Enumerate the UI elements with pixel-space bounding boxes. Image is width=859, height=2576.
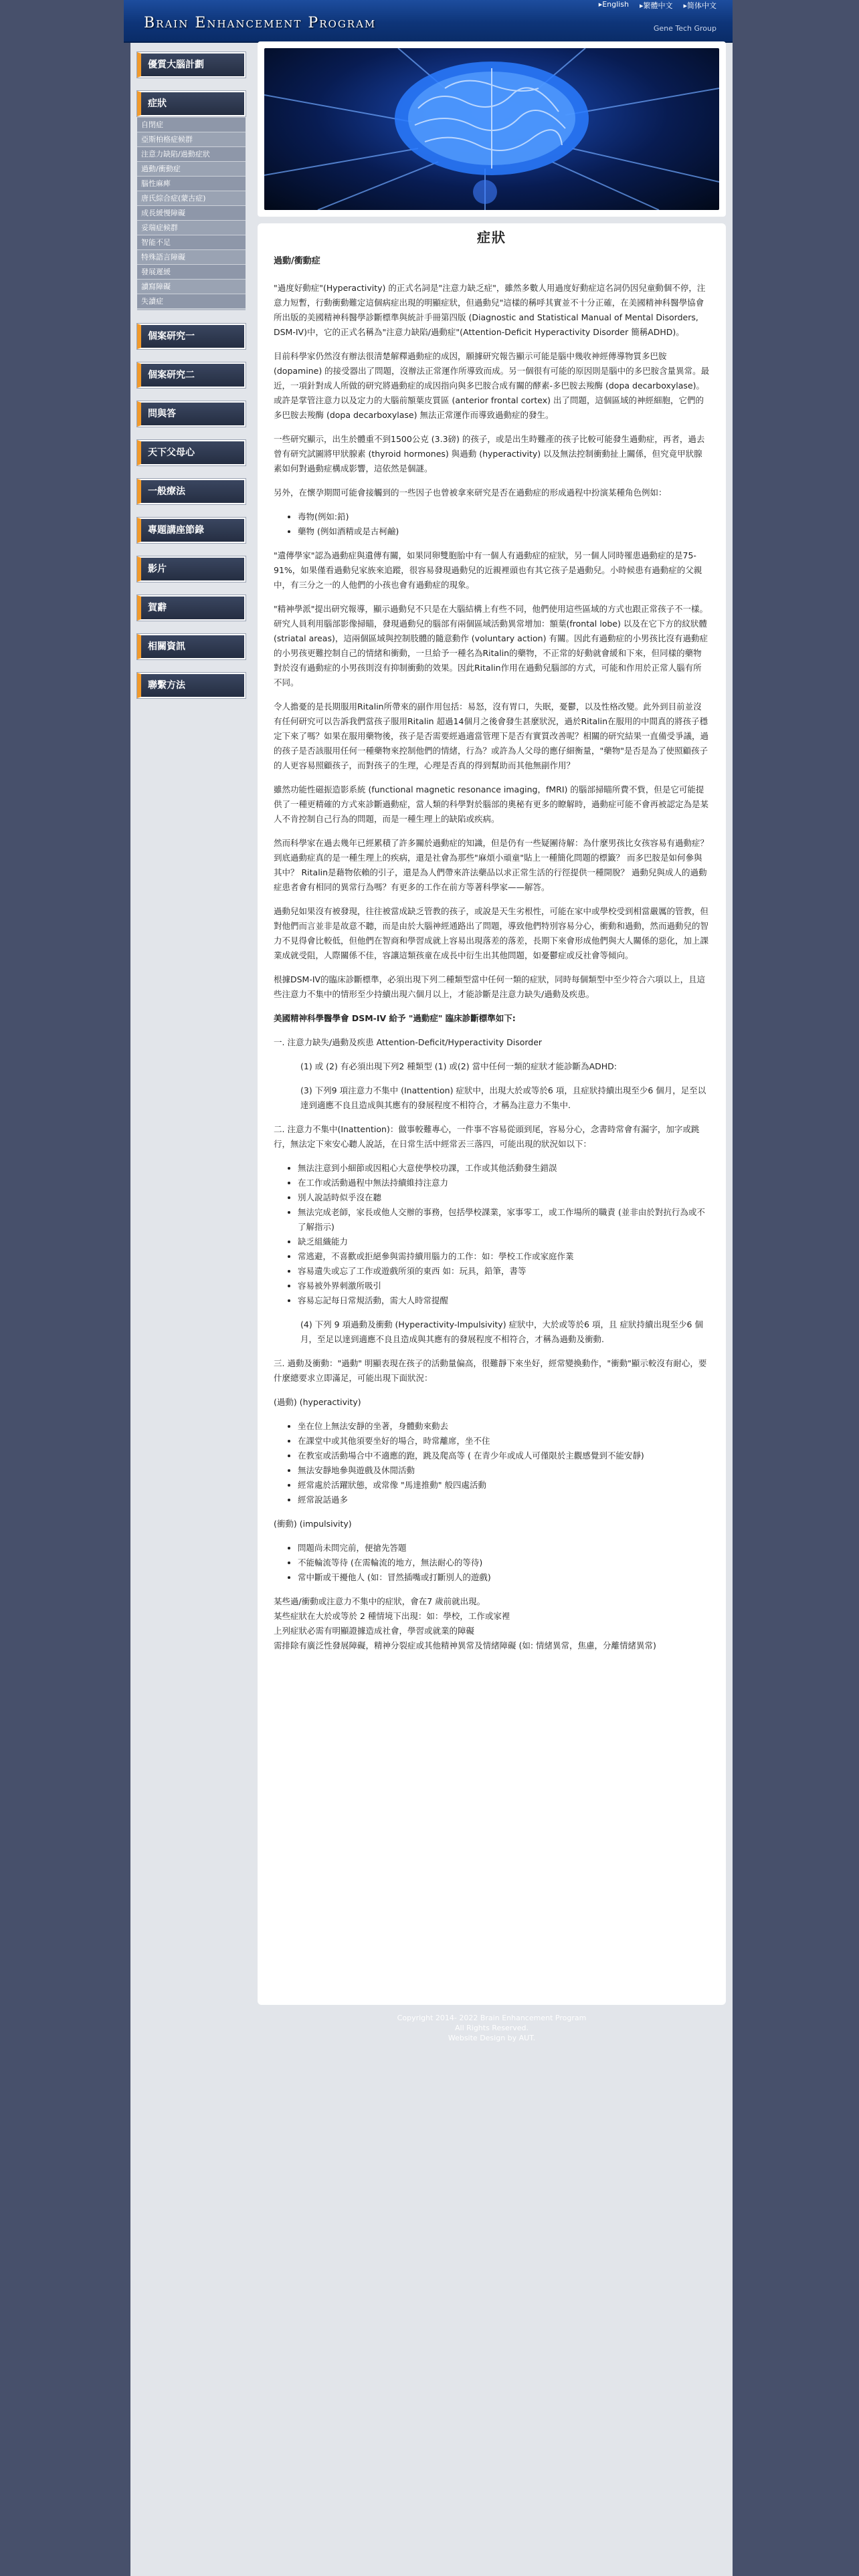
brain-banner-image [264, 48, 719, 210]
list-item: • 在工作或活動過程中無法持續維持注意力 [298, 1176, 710, 1190]
list-item: • 無法安靜地參與遊戲及休閒活動 [298, 1463, 710, 1478]
sidebar-item-general-therapy[interactable]: 一般療法 [137, 479, 246, 504]
paragraph: (衝動) (impulsivity) [274, 1519, 352, 1529]
submenu-item[interactable]: 過動/衝動症 [137, 162, 246, 177]
paragraph: (4) 下列 9 項過動及衝動 (Hyperactivity-Impulsivity) 症狀中，大於或等於6 項，且 症狀持續出現至少6 個月，至足以達到適應不良且造成與其應有的發展程度不相符合，才稱為過動及衝動. [300, 1319, 703, 1344]
list-item: • 在課堂中或其他須要坐好的場合，時常離席，坐不住 [298, 1434, 710, 1448]
paragraph: (3) 下列9 項注意力不集中 (Inattention) 症狀中，出現大於或等於6 項，且症狀持續出現至少6 個月，足至以達到適應不良且造成與其應有的發展程度不相符合，才稱為注意力不集中. [300, 1085, 706, 1110]
bullet-list [274, 1541, 710, 1585]
section-subtitle: 過動/衝動症 [274, 256, 320, 266]
brain-illustration [264, 48, 719, 210]
submenu-item[interactable]: 腦性麻痺 [137, 177, 246, 191]
symptoms-submenu [137, 116, 246, 310]
site-header [124, 0, 733, 43]
paragraph: 另外，在懷孕期間可能會接觸到的一些因子也曾被拿來研究是否在過動症的形成過程中扮演某種角色例如： [274, 488, 667, 498]
sidebar-item-brain-program[interactable]: 優質大腦計劃 [137, 52, 246, 78]
list-item: • 不能輪流等待 (在需輪流的地方，無法耐心的等待) [298, 1555, 710, 1570]
submenu-item[interactable]: 唐氏綜合症(蒙古症) [137, 191, 246, 206]
list-item: • 坐在位上無法安靜的坐著，身體動來動去 [298, 1419, 710, 1434]
submenu-item[interactable]: 讀寫障礙 [137, 280, 246, 294]
bullet-list [274, 1161, 710, 1308]
sidebar-item-videos[interactable]: 影片 [137, 556, 246, 582]
list-item: • 在教室或活動場合中不適應的跑，跳及爬高等 ( 在青少年或成人可僅限於主觀感覺到不能安靜) [298, 1448, 710, 1463]
paragraph: (1) 或 (2) 有必須出現下列2 種類型 (1) 或(2) 當中任何一類的症狀才能診斷為ADHD: [300, 1061, 617, 1071]
paragraph: (過動) (hyperactivity) [274, 1397, 361, 1407]
paragraph: 某些過/衝動或注意力不集中的症狀，會在7 歲前就出現。 [274, 1596, 486, 1606]
paragraph: "精神學派"提出研究報導，顯示過動兒不只是在大腦結構上有些不同，他們使用這些區域的方式也跟正常孩子不一樣。研究人員利用腦部影像掃瞄，發現過動兒的腦部有兩個區域活動異常增加：額葉(frontal lobe) 以及在它下方的紋狀體 (striatal areas)，這兩個區域與控制肢體的隨意動作 (voluntary action) 有關。因此有過動症的小男孩比沒有過動症的小男孩更難控制自己的情緒和衝動，一旦給予一種名為Ritalin的藥物，不正常的好動就會緩和下來，但同樣的藥物對於沒有過動症的小男孩則沒有抑制衝動的效果。因此Ritalin作用在過動兒腦部的方式，可能和作用於正常人腦有所不同。 [274, 604, 708, 687]
paragraph: 某些症狀在大於或等於 2 種情境下出現：如：學校，工作或家裡 [274, 1611, 510, 1621]
sidebar-item-case-study-2[interactable]: 個案研究二 [137, 362, 246, 388]
paragraph: 一. 注意力缺失/過動及疾患 Attention-Deficit/Hyperactivity Disorder [274, 1037, 543, 1047]
site-title[interactable]: Brain Enhancement Program [144, 15, 377, 31]
list-item: • 無法完成老師，家長或他人交辦的事務，包括學校課業，家事零工，或工作場所的職責 (並非由於對抗行為或不了解指示) [298, 1205, 710, 1235]
company-name: Gene Tech Group [653, 24, 717, 33]
page-title: 症狀 [477, 229, 506, 245]
sidebar-item-contact[interactable]: 聯繫方法 [137, 673, 246, 698]
sidebar-item-parents[interactable]: 天下父母心 [137, 440, 246, 465]
paragraph: "過度好動症"(Hyperactivity) 的正式名詞是"注意力缺乏症"，雖然多數人用過度好動症這名詞仍因兒童動個不停，注意力短暫，行動衝動難定這個病症出現的明顯症狀，但過動兒"這樣的稱呼其實並不十分正確，在美國精神科醫學協會所出版的美國精神科醫學診斷標準與統計手冊第四版 (Diagnostic and Statistical Manual of Mental Disorders, DSM-IV)中，它的正式名稱為"注意力缺陷/過動症"(Attention-Deficit Hyperactivity Disorder 簡稱ADHD)。 [274, 283, 706, 337]
paragraph: 二. 注意力不集中(Inattention)：做事較難專心，一件事不容易從頭到尾，容易分心，念書時常會有漏字，加字或跳行，無法定下來安心聽人說話，在日常生活中經常丟三落四，可能出現的狀況如以下： [274, 1124, 700, 1149]
design-credit: Website Design by AUT. [448, 2034, 536, 2042]
list-item: • 常中斷或干擾他人 (如：冒然插嘴或打斷別人的遊戲) [298, 1570, 710, 1585]
sidebar-item-seminar[interactable]: 專題講座節錄 [137, 518, 246, 543]
list-item: • 經常說話過多 [298, 1493, 710, 1507]
submenu-item[interactable]: 成長緩慢障礙 [137, 206, 246, 221]
list-item: • 別人說話時似乎沒在聽 [298, 1190, 710, 1205]
submenu-item[interactable]: 注意力缺陷/過動症狀 [137, 147, 246, 162]
rights-text: All Rights Reserved. [454, 2024, 529, 2032]
sidebar-nav [137, 52, 246, 712]
paragraph: 三. 過動及衝動："過動" 明顯表現在孩子的活動量偏高，很難靜下來坐好，經常變換動作，"衝動"顯示較沒有耐心，要什麼總要求立即滿足，可能出現下面狀況： [274, 1358, 707, 1383]
paragraph: 目前科學家仍然沒有辦法很清楚解釋過動症的成因，願據研究報告顯示可能是腦中幾收神經傳導物質多巴胺 (dopamine) 的接受器出了問題，沒辦法正常運作所導致而成。另一個很有可能的原因則是腦中的多巴胺含量異常。最近，一項針對成人所做的研究將過動症的成因指向與多巴胺合成有關的酵素-多巴胺去羧酶 (dopa decarboxylase)。或許是掌管注意力以及定力的大腦前額葉皮質區 (anterior frontal cortex) 出了問題，這個區域的神經細胞，它們的多巴胺去羧酶 (dopa decarboxylase) 無法正常運作而導致過動症的發生。 [274, 351, 710, 420]
submenu-item[interactable]: 自閉症 [137, 118, 246, 132]
sidebar-item-related-info[interactable]: 相關資訊 [137, 634, 246, 659]
submenu-item[interactable]: 妥瑞症候群 [137, 221, 246, 235]
copyright-text: Copyright 2014- 2022 Brain Enhancement Program [397, 2014, 587, 2022]
submenu-item[interactable]: 智能不足 [137, 235, 246, 250]
site-footer [258, 2013, 726, 2043]
paragraph: 一些研究顯示，出生於體重不到1500公克 (3.3磅) 的孩子，或是出生時難產的孩子比較可能發生過動症，再者，過去曾有研究試圖將甲狀腺素 (thyroid hormones) 與過動 (hyperactivity) 以及無法控制衝動扯上關係，但究竟甲狀腺素如何對過動症構成影響，這依然是個謎。 [274, 434, 705, 473]
list-item: • 常逃避，不喜歡或拒絕參與需持續用腦力的工作：如：學校工作或家庭作業 [298, 1249, 710, 1264]
lang-simplified-chinese-link[interactable]: ▸简体中文 [683, 1, 717, 10]
submenu-item[interactable]: 特殊語言障礙 [137, 250, 246, 265]
paragraph: 需排除有廣泛性發展障礙，精神分裂症或其他精神異常及情緒障礙 (如: 情緒異常，焦慮，分離情緒異常) [274, 1640, 656, 1650]
sidebar-item-case-study-1[interactable]: 個案研究一 [137, 324, 246, 349]
paragraph: 然而科學家在過去幾年已經累積了許多關於過動症的知識，但是仍有一些疑團待解：為什麼男孩比女孩容易有過動症？ 到底過動症真的是一種生理上的疾病，還是社會為那些"麻煩小頑童"貼上一種簡化問題的標籤？ 而多巴胺是如何參與其中？ Ritalin是藉物依賴的引子，還是為人們帶來許法藥品以求正常生活的行徑提供一種開脫？ 過動兒與成人的過動症患者會有相同的異常行為嗎？有更多的工作在前方等著科學家——解答。 [274, 838, 709, 892]
lang-english-link[interactable]: ▸English [598, 0, 629, 9]
language-switcher [599, 0, 717, 11]
paragraph: 令人擔憂的是長期服用Ritalin所帶來的副作用包括：易怒，沒有胃口，失眠，憂鬱，以及性格改變。此外到目前並沒有任何研究可以告訴我們當孩子服用Ritalin 超過14個月之後會發生甚麼狀況，過於Ritalin在服用的中間真的將孩子穩定下來了嗎？如果在服用藥物後，孩子是否需要經過適當管理下是否有實質改善呢？相關的研究結果一直備受爭議，過的孩子是否該服用任何一種藥物來控制他們的情緒，行為？或許為人父母的應仔細衡量，"藥物"是否是為了使照顧孩子的人更容易照顧孩子，而對孩子的生理，心理是否真的得到幫助而其他無副作用？ [274, 702, 709, 770]
paragraph: 根據DSM-IV的臨床診斷標準，必須出現下列二種類型當中任何一類的症狀，同時每個類型中至少符合六項以上，且這些注意力不集中的情形至少持續出現六個月以上，才能診斷是注意力缺失/過動及疾患。 [274, 974, 706, 999]
banner [258, 41, 726, 217]
sidebar-item-faq[interactable]: 問與答 [137, 401, 246, 427]
list-item: • 無法注意到小細節或因粗心大意使學校功課，工作或其他活動發生錯誤 [298, 1161, 710, 1176]
submenu-item[interactable]: 失讀症 [137, 294, 246, 309]
submenu-item[interactable]: 發展遲緩 [137, 265, 246, 280]
paragraph: 上列症狀必需有明顯證據造成社會，學習或就業的障礙 [274, 1626, 475, 1636]
list-item: • 缺乏組織能力 [298, 1235, 710, 1249]
list-item: • 毒物(例如:鉛) [298, 510, 710, 524]
list-item: • 問題尚未問完前，便搶先答題 [298, 1541, 710, 1555]
sidebar-item-greetings[interactable]: 賀辭 [137, 595, 246, 621]
main-content [258, 223, 726, 2005]
list-item: • 容易遺失或忘了工作或遊戲所須的東西 如：玩具，鉛筆，書等 [298, 1264, 710, 1279]
paragraph: 過動兒如果沒有被發現，往往被當成缺乏管教的孩子，或說是天生劣根性，可能在家中或學校受到相當嚴厲的管教，但對他們而言並非是故意不聽，而是由於大腦神經通路出了問題，導致他們特別容易分心，衝動和過動，然而過動兒的智力不見得會比較低，但他們在智商和學習成就上容易出現落差的落差，長期下來會形成他們與大人關係的惡化，加上課業成就受阻，人際關係不佳，容讓這類孩童在成長中衍生出其他問題，如憂鬱症或反社會等傾向。 [274, 906, 709, 960]
list-item: • 容易被外界刺激所吸引 [298, 1279, 710, 1293]
list-item: • 經常處於活躍狀態，或常像 "馬達推動" 般四處活動 [298, 1478, 710, 1493]
criteria-heading: 美國精神科學醫學會 DSM-IV 給予 "過動症" 臨床診斷標準如下: [274, 1013, 516, 1023]
list-item: • 藥物 (例如酒精或是古柯鹼) [298, 524, 710, 539]
lang-traditional-chinese-link[interactable]: ▸繁體中文 [639, 1, 673, 10]
paragraph: 雖然功能性磁振造影系統 (functional magnetic resonance imaging，fMRI) 的腦部掃瞄所費不貲，但是它可能提供了一種更精確的方式來診斷過動症，當人類的科學對於腦部的奧秘有更多的瞭解時，過動症可能不會再被認定為是某人不肯控制自己行為的問題，而是一種生理上的缺陷或疾病。 [274, 784, 709, 824]
paragraph: "遺傳學家"認為過動症與遺傳有關，如果同卵雙胞胎中有一個人有過動症的症狀，另一個人同時罹患過動症的是75-91%，如果僅看過動兒家族來追蹤，很容易發現過動兒的近親裡頭也有其它孩子是過動兒。小時候患有過動症的父親中，有三分之一的人他們的小孩也會有過動症的現象。 [274, 550, 702, 590]
list-item: • 容易忘記每日常規活動，需大人時常提醒 [298, 1293, 710, 1308]
bullet-list [274, 1419, 710, 1507]
bullet-list [274, 510, 710, 539]
sidebar-item-symptoms[interactable]: 症狀 [137, 91, 246, 116]
submenu-item[interactable]: 亞斯柏格症候群 [137, 132, 246, 147]
